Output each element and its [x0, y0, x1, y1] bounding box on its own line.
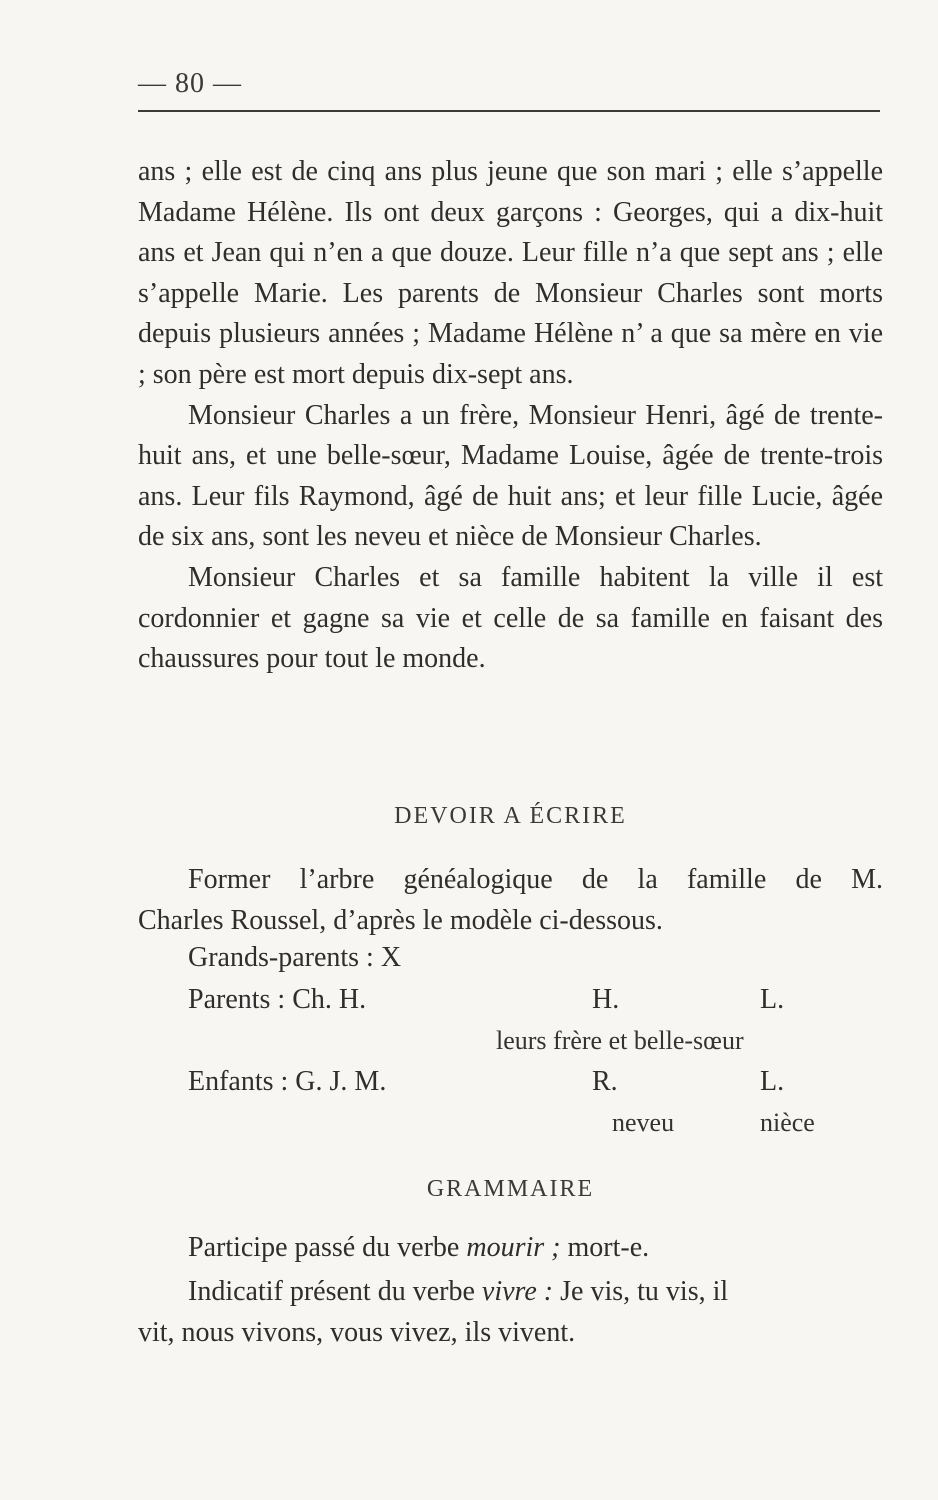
grammaire-line-1: [188, 1232, 649, 1264]
grammaire-verb-vivre: vivre :: [481, 1276, 554, 1307]
grammaire-line-1-suffix: mort-e.: [560, 1232, 650, 1263]
tree-note-neveu: neveu: [612, 1108, 675, 1137]
grammaire-line-2-prefix: Indicatif présent du verbe: [188, 1276, 482, 1307]
paragraph-2: Monsieur Charles a un frère, Monsieur Henri, âgé de trente-huit ans, et une belle-sœur, Madame Louise, âgée de trente-trois ans. Leur fils Raymond, âgé de huit ans; et leur fille Lucie, âgée de six ans, sont les neveu et nièce de Monsieur Charles.: [138, 399, 883, 553]
grammaire-line-3: vit, nous vivons, vous vivez, ils vivent.: [138, 1317, 576, 1348]
tree-parents-label: Parents : Ch. H.: [188, 984, 367, 1015]
body-text: [138, 152, 883, 680]
tree-grandparents: Grands-parents : X: [188, 942, 402, 973]
instruction-text-1: Former l’arbre généalogique de la famille de M.: [188, 864, 883, 895]
section-title-devoir: DEVOIR A ÉCRIRE: [394, 803, 627, 829]
instruction-line-1: [138, 860, 883, 941]
tree-parents-h: H.: [592, 984, 620, 1015]
instruction-text-2: Charles Roussel, d’après le modèle ci-dessous.: [138, 904, 663, 936]
tree-note-niece: nièce: [760, 1108, 815, 1137]
tree-children-l: L.: [760, 1066, 785, 1097]
tree-children-label: Enfants : G. J. M.: [188, 1066, 387, 1097]
grammaire-line-1-prefix: Participe passé du verbe: [188, 1232, 467, 1263]
paragraph-1: ans ; elle est de cinq ans plus jeune que son mari ; elle s’appelle Madame Hélène. Ils ont deux garçons : Georges, qui a dix-huit ans et Jean qui n’en a que douze. Leur fille n’a que sept ans ; elle s’appelle Marie. Les parents de Monsieur Charles sont morts depuis plusieurs années ; Madame Hélène n’ a que sa mère en vie ; son père est mort depuis dix-sept ans.: [138, 156, 883, 390]
tree-children-r: R.: [592, 1066, 618, 1097]
section-title-grammaire: GRAMMAIRE: [426, 1176, 595, 1202]
grammaire-verb-mourir: mourir ;: [466, 1232, 561, 1263]
page-header: — 80 —: [138, 68, 242, 99]
tree-parents-l: L.: [760, 984, 785, 1015]
grammaire-line-2-suffix: Je vis, tu vis, il: [553, 1276, 729, 1307]
tree-parents-note: leurs frère et belle-sœur: [496, 1026, 744, 1055]
grammaire-line-2: [188, 1276, 883, 1308]
header-rule: [138, 110, 880, 112]
paragraph-3: Monsieur Charles et sa famille habitent la ville il est cordonnier et gagne sa vie et celle de sa famille en faisant des chaussures pour tout le monde.: [138, 561, 883, 675]
